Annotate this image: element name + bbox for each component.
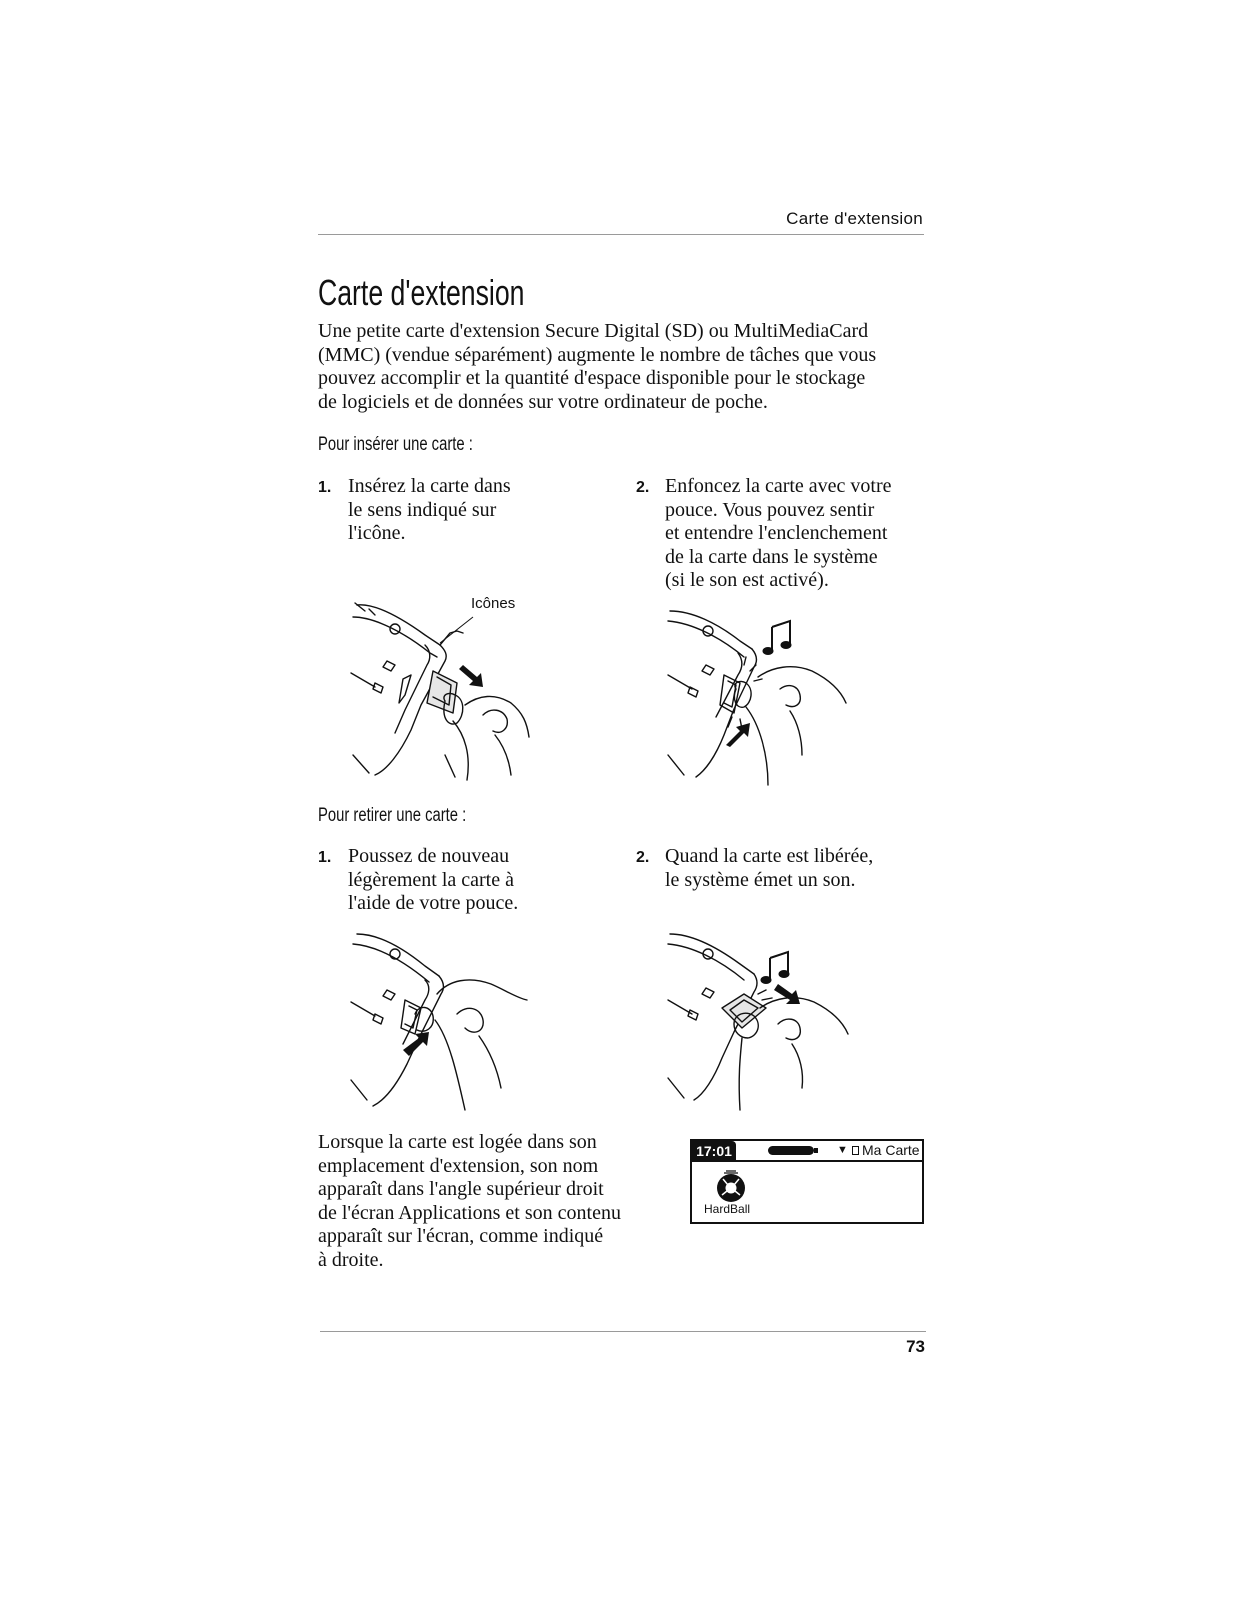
- step-line: l'aide de votre pouce.: [348, 892, 519, 914]
- title-bar-line: [736, 1160, 922, 1162]
- closing-line: Lorsque la carte est logée dans son: [318, 1131, 597, 1153]
- insert-step1-text: [348, 475, 588, 546]
- closing-line: de l'écran Applications et son contenu: [318, 1201, 621, 1224]
- battery-icon: [768, 1146, 814, 1155]
- insert-step1-number: 1.: [318, 479, 332, 496]
- insert-step2-text: [665, 475, 935, 593]
- intro-line: (MMC) (vendue séparément) augmente le nombre de tâches que vous: [318, 343, 877, 366]
- closing-line: emplacement d'extension, son nom: [318, 1154, 599, 1177]
- step-line: Quand la carte est libérée,: [665, 845, 874, 867]
- music-note-icon: [761, 952, 789, 984]
- release-card-illustration: [345, 928, 545, 1113]
- footer-rule: [320, 1331, 926, 1332]
- remove-heading-wrap: [318, 805, 508, 827]
- header-rule: [318, 234, 924, 235]
- remove-step2-text: [665, 845, 935, 892]
- step-line: pouce. Vous pouvez sentir: [665, 498, 875, 521]
- dropdown-arrow-icon[interactable]: ▼: [837, 1144, 848, 1156]
- remove-step2-number: 2.: [636, 849, 650, 866]
- page-number: 73: [906, 1337, 925, 1356]
- running-header: Carte d'extension: [786, 209, 923, 228]
- insert-heading: Pour insérer une carte :: [318, 434, 473, 455]
- remove-step1-number: 1.: [318, 849, 332, 866]
- step-line: légèrement la carte à: [348, 868, 514, 891]
- step-line: le système émet un son.: [665, 868, 856, 891]
- step-line: le sens indiqué sur: [348, 498, 497, 521]
- step-line: de la carte dans le système: [665, 545, 878, 568]
- push-card-illustration: [662, 605, 862, 790]
- applications-screen: [690, 1139, 924, 1224]
- remove-step1-text: [348, 845, 588, 916]
- step-line: Poussez de nouveau: [348, 845, 510, 867]
- card-icon: [852, 1146, 859, 1155]
- step-line: Enfoncez la carte avec votre: [665, 475, 892, 497]
- music-note-icon: [763, 621, 791, 655]
- battery-tip: [814, 1148, 818, 1153]
- page-title: Carte d'extension: [318, 272, 525, 313]
- time-tab[interactable]: 17:01: [692, 1141, 736, 1162]
- intro-paragraph: [318, 320, 938, 414]
- card-name-selector[interactable]: Ma Carte: [862, 1142, 920, 1158]
- app-label-hardball[interactable]: HardBall: [704, 1202, 751, 1216]
- insert-card-illustration: [345, 595, 545, 790]
- closing-line: apparaît dans l'angle supérieur droit: [318, 1178, 604, 1200]
- closing-line: apparaît sur l'écran, comme indiqué: [318, 1225, 604, 1247]
- insert-step2-number: 2.: [636, 479, 650, 496]
- intro-line: de logiciels et de données sur votre ordinateur de poche.: [318, 390, 768, 413]
- hardball-app-icon[interactable]: [714, 1169, 748, 1203]
- icons-callout-label: Icônes: [471, 595, 516, 612]
- intro-line: pouvez accomplir et la quantité d'espace disponible pour le stockage: [318, 367, 866, 389]
- page-title-wrap: [318, 272, 597, 314]
- step-line: (si le son est activé).: [665, 569, 829, 591]
- remove-heading: Pour retirer une carte :: [318, 805, 467, 826]
- step-line: et entendre l'enclenchement: [665, 522, 888, 544]
- insert-heading-wrap: [318, 434, 517, 456]
- intro-line: Une petite carte d'extension Secure Digital (SD) ou MultiMediaCard: [318, 320, 869, 342]
- step-line: l'icône.: [348, 522, 406, 544]
- closing-paragraph: [318, 1131, 668, 1272]
- ejected-card-illustration: [662, 928, 862, 1113]
- step-line: Insérez la carte dans: [348, 475, 511, 497]
- closing-line: à droite.: [318, 1248, 384, 1271]
